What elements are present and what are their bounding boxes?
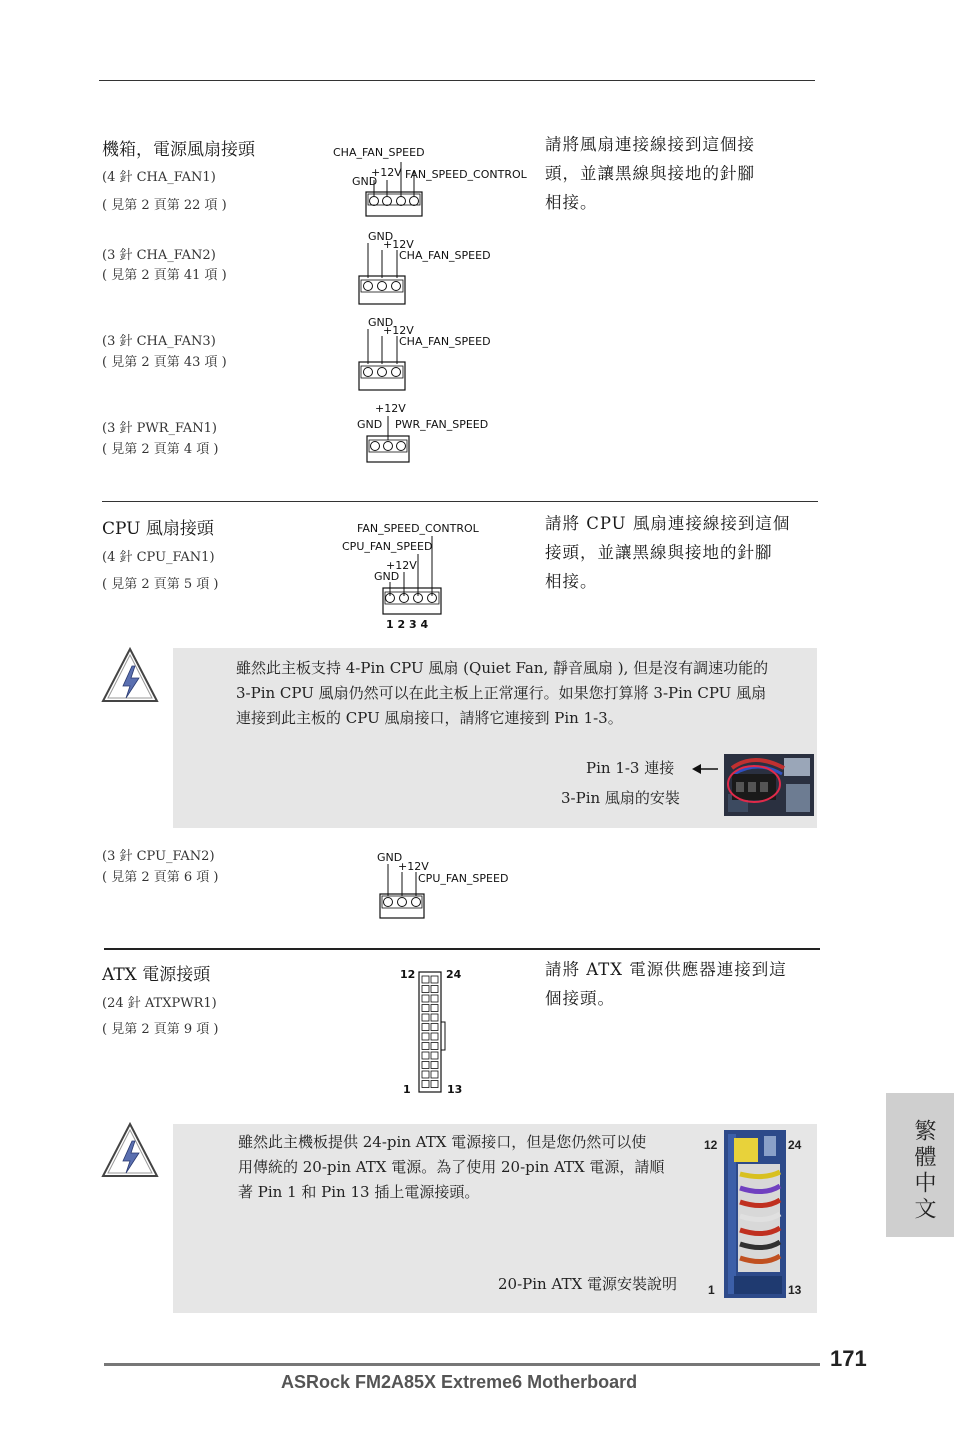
svg-text:1 2 3 4: 1 2 3 4 — [386, 618, 429, 631]
svg-text:GND: GND — [374, 570, 400, 583]
atx-power-description: 請將 ATX 電源供應器連接到這 個接頭。 — [545, 960, 787, 1008]
atx-note-line-1: 雖然此主機板提供 24-pin ATX 電源接口，但是您仍然可以使 — [238, 1133, 647, 1151]
svg-text:CHA_FAN_SPEED: CHA_FAN_SPEED — [399, 335, 491, 348]
atx-photo-label-24: 24 — [788, 1138, 802, 1152]
cha-fan2-ref: ( 見第 2 頁第 41 項 ) — [102, 268, 227, 283]
pwr-fan1-pin-diagram — [355, 400, 505, 466]
svg-text:12: 12 — [400, 968, 416, 981]
chassis-fan-title: 機箱，電源風扇接頭 — [102, 140, 255, 160]
footer-title: ASRock FM2A85X Extreme6 Motherboard — [281, 1372, 638, 1392]
cha-fan3-pins: (3 針 CHA_FAN3) — [102, 334, 216, 349]
atx-pin — [422, 1071, 429, 1078]
atx-photo-label-12: 12 — [704, 1138, 718, 1152]
warning-icon — [99, 1121, 161, 1181]
svg-text:+12V: +12V — [375, 402, 406, 415]
svg-text:24: 24 — [446, 968, 462, 981]
chassis-fan-description: 請將風扇連接線接到這個接 頭，並讓黑線與接地的針腳 相接。 — [545, 135, 755, 212]
svg-text:1: 1 — [403, 1083, 411, 1096]
svg-text:GND: GND — [368, 316, 394, 329]
arrow-left-icon — [690, 762, 720, 776]
warning-icon — [99, 646, 161, 706]
atx-20pin-caption: 20-Pin ATX 電源安裝說明 — [498, 1275, 677, 1293]
atx-pin — [422, 976, 429, 983]
cha-fan1-pin-diagram — [330, 140, 540, 220]
atx-photo-label-13: 13 — [788, 1283, 802, 1297]
svg-text:GND: GND — [368, 230, 394, 243]
cpu-fan1-pin-diagram — [340, 518, 490, 633]
section-divider-cpu — [102, 501, 818, 502]
atx-pin — [422, 1014, 429, 1021]
cpu-fan-connector-photo — [724, 754, 814, 816]
pwr-fan1-pins: (3 針 PWR_FAN1) — [102, 421, 218, 436]
atx-note-line-3: 著 Pin 1 和 Pin 13 插上電源接頭。 — [238, 1183, 480, 1201]
pwr-fan1-ref: ( 見第 2 頁第 4 項 ) — [102, 442, 219, 457]
cpu-note-line-1: 雖然此主板支持 4-Pin CPU 風扇 (Quiet Fan, 靜音風扇 ), 但是沒有調速功能的 — [236, 659, 769, 677]
atx-pin — [431, 976, 438, 983]
atx-pin — [431, 1052, 438, 1059]
section-divider-atx — [104, 948, 820, 950]
svg-text:GND: GND — [377, 851, 403, 864]
atx-24pin-diagram — [395, 962, 475, 1098]
footer-rule — [104, 1363, 820, 1366]
language-side-tab-label: 繁體中文 — [911, 1119, 936, 1223]
svg-text:GND: GND — [352, 175, 378, 188]
language-side-tab — [886, 1093, 954, 1237]
svg-text:CHA_FAN_SPEED: CHA_FAN_SPEED — [399, 249, 491, 262]
cpu-fan1-pins: (4 針 CPU_FAN1) — [102, 550, 215, 565]
cha-fan1-ref: ( 見第 2 頁第 22 項 ) — [102, 198, 227, 213]
atx-pin — [422, 1033, 429, 1040]
top-rule — [99, 80, 815, 81]
atx-pin — [422, 1024, 429, 1031]
cpu-note-line-2: 3-Pin CPU 風扇仍然可以在此主板上正常運行。如果您打算將 3-Pin CPU 風扇 — [236, 684, 767, 702]
atx-note-line-2: 用傳統的 20-pin ATX 電源。為了使用 20-pin ATX 電源，請順 — [238, 1158, 665, 1176]
cha-fan3-ref: ( 見第 2 頁第 43 項 ) — [102, 355, 227, 370]
svg-text:+12V: +12V — [383, 238, 414, 251]
atx-pin — [422, 1052, 429, 1059]
atx-pin — [431, 986, 438, 993]
atx-pin — [422, 1005, 429, 1012]
atx-pin — [431, 1062, 438, 1069]
atx-pin — [422, 1062, 429, 1069]
atx-photo-label-1: 1 — [708, 1283, 715, 1297]
pin-1-3-label: Pin 1-3 連接 — [586, 759, 675, 777]
atx-connector-photo — [724, 1130, 786, 1298]
cpu-fan1-ref: ( 見第 2 頁第 5 項 ) — [102, 577, 219, 592]
svg-text:CPU_FAN_SPEED: CPU_FAN_SPEED — [418, 872, 509, 885]
cha-fan2-pin-diagram — [355, 228, 505, 308]
svg-text:FAN_SPEED_CONTROL: FAN_SPEED_CONTROL — [405, 168, 527, 181]
svg-text:FAN_SPEED_CONTROL: FAN_SPEED_CONTROL — [357, 522, 479, 535]
svg-text:+12V: +12V — [386, 559, 417, 572]
svg-text:+12V: +12V — [383, 324, 414, 337]
atx-power-ref: ( 見第 2 頁第 9 項 ) — [102, 1022, 219, 1037]
atx-pin — [431, 995, 438, 1002]
cpu-fan-note-box — [173, 648, 817, 828]
svg-text:+12V: +12V — [398, 860, 429, 873]
svg-text:CHA_FAN_SPEED: CHA_FAN_SPEED — [333, 146, 425, 159]
atx-pin — [431, 1014, 438, 1021]
atx-pin — [431, 1081, 438, 1088]
atx-power-note-box — [173, 1124, 817, 1313]
cpu-fan-description: 請將 CPU 風扇連接線接到這個 接頭，並讓黑線與接地的針腳 相接。 — [545, 514, 791, 591]
svg-text:GND: GND — [357, 418, 383, 431]
atx-pin — [422, 1081, 429, 1088]
svg-text:CPU_FAN_SPEED: CPU_FAN_SPEED — [342, 540, 433, 553]
atx-power-pins: (24 針 ATXPWR1) — [102, 996, 217, 1011]
svg-text:13: 13 — [447, 1083, 463, 1096]
atx-pin — [431, 1033, 438, 1040]
cpu-note-line-3: 連接到此主板的 CPU 風扇接口，請將它連接到 Pin 1-3。 — [236, 709, 623, 727]
atx-pin — [422, 995, 429, 1002]
page-number: 171 — [830, 1346, 867, 1371]
cpu-fan-title: CPU 風扇接頭 — [102, 519, 214, 539]
cpu-fan2-pins: (3 針 CPU_FAN2) — [102, 849, 215, 864]
atx-pin — [431, 1005, 438, 1012]
atx-pin — [422, 986, 429, 993]
atx-pin — [431, 1043, 438, 1050]
3pin-install-label: 3-Pin 風扇的安裝 — [561, 789, 680, 807]
svg-text:PWR_FAN_SPEED: PWR_FAN_SPEED — [395, 418, 489, 431]
atx-power-title: ATX 電源接頭 — [102, 965, 211, 985]
svg-text:+12V: +12V — [371, 166, 402, 179]
cha-fan3-pin-diagram — [355, 314, 505, 394]
cpu-fan2-pin-diagram — [374, 850, 524, 924]
atx-pin — [422, 1043, 429, 1050]
cpu-fan2-ref: ( 見第 2 頁第 6 項 ) — [102, 870, 219, 885]
atx-pin — [431, 1024, 438, 1031]
cha-fan1-pins: (4 針 CHA_FAN1) — [102, 170, 216, 185]
atx-pin — [431, 1071, 438, 1078]
cha-fan2-pins: (3 針 CHA_FAN2) — [102, 248, 216, 263]
